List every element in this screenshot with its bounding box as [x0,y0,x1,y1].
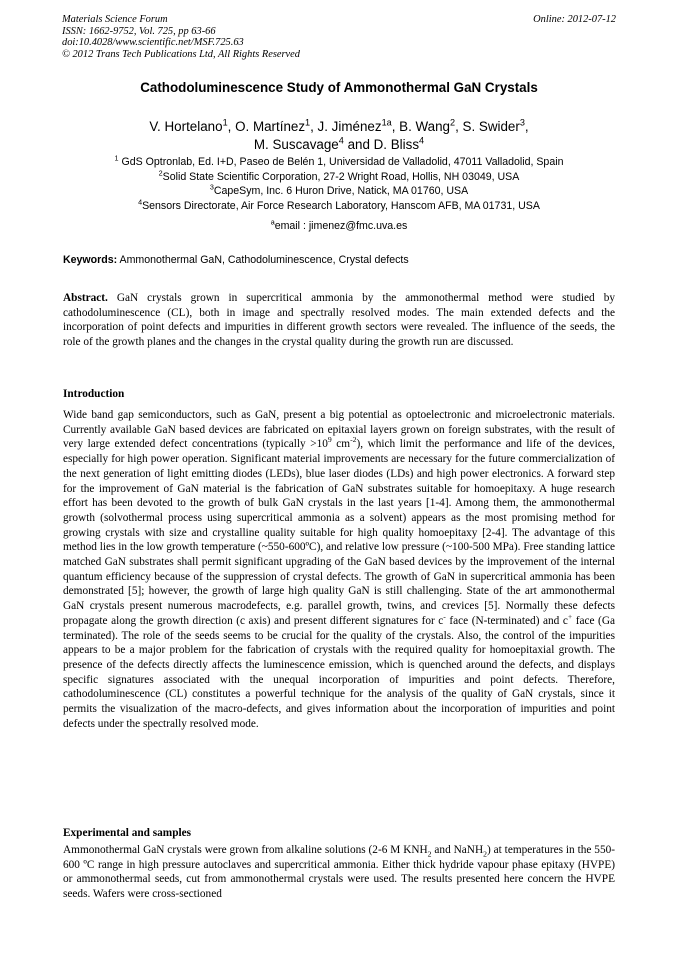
author: and D. Bliss [343,137,420,152]
affiliation: $^4$Sensors Directorate, Air Force Research Laboratory, Hanscom AFB, MA 01731, USA [138,196,540,212]
author: , S. Swider [455,119,520,134]
author-separator: , [524,119,529,134]
author: , B. Wang [391,119,450,134]
author-list [40,118,638,154]
abstract-label: Abstract. [63,292,108,304]
section-heading-experimental: Experimental and samples [63,827,192,839]
author: , J. Jiménez [310,119,382,134]
section-heading-introduction: Introduction [63,388,125,400]
running-header [62,14,616,60]
author-affiliation-mark: 1 [222,117,228,128]
keywords [63,254,615,266]
corresponding-email: $^a$email : jimenez@fmc.uva.es [270,217,408,232]
author-affiliation-mark: 3 [519,117,525,128]
author-affiliation-mark: 4 [419,135,425,146]
copyright: © 2012 Trans Tech Publications Ltd, All Rights Reserved [62,48,300,60]
affiliation: $^2$Solid State Scientific Corporation, 27-2 Wright Road, Hollis, NH 03049, USA [158,167,520,183]
affiliation: $^3$CapeSym, Inc. 6 Huron Drive, Natick, MA 01760, USA [209,182,469,197]
keywords-text: Ammonothermal GaN, Cathodoluminescence, Crystal defects [117,254,409,266]
journal-name: Materials Science Forum [62,14,168,25]
doi: doi:10.4028/www.scientific.net/MSF.725.63 [62,37,244,49]
abstract [63,291,615,350]
introduction-paragraph: Wide band gap semiconductors, such as GaN, present a big potential as optoelectronic and microelectronic materials. Currently available GaN based devices are fabricated on epitaxial layers grown on foreign substrates, with the result of very large extended defect concentrations (typically $>10^9$ $cm^{-2}$), which limit the performance and life of the devices, especially for high power operation. Significant material improvements are necessary for the future commercialization of the next generation of light emitting diodes (LEDs), blue laser diodes (LDs) and high power electronics. A forward step for the improvement of GaN material is the fabrication of GaN substrates suitable for homoepitaxy. A huge research effort has been devoted to the growth of bulk GaN crystals in the last years [1-4]. Among them, the ammonothermal growth (solvothermal process using supercritical ammonia as a solvent) appears as the most promising method for growing crystals with size and crystalline quality suitable for high quality homoepitaxy [2-4]. The advantage of this method lies in the low growth temperature (~550-600ºC), and relative low pressure (~100-500 MPa). Free standing lattice matched GaN substrates shall permit significant upgrading of the GaN based devices by the improvement of the internal quantum efficiency because of the suppression of crystal defects. The growth of GaN in supercritical ammonia has been demonstrated [5]; however, the growth of large high quality GaN is still challenging. State of the art ammonothermal GaN crystals present numerous macrodefects, e.g. parallel growth, twins, and crevices [5]. Normally these defects propagate along the growth direction (c axis) and present different signatures for c- face (N-terminated) and c+ face (Ga terminated). The role of the seeds seems to be crucial for the quality of the crystals. Also, the control of the impurities appears to be a major problem for the fabrication of crystals with the required quality for homoepitaxial growth. The presence of the defects directly affects the luminescence emission, which is quenched around the defects, and displays specific signatures associated with the unequal incorporation of impurities and point defects. Therefore, cathodoluminescence (CL) constitutes a powerful technique for the analysis of the quality of GaN crystals, since it permits the visualization of the macro-defects, and gives information about the incorporation of impurities and point defects under the spectrally resolved mode. [63,409,615,730]
experimental-paragraph: Ammonothermal GaN crystals were grown from alkaline solutions (2-6 M $KNH_2$ and NaNH$_2$) at temperatures in the 550-600 ºC range in high pressure autoclaves and supercritical ammonia. Either thick hydride vapour phase epitaxy (HVPE) or ammonothermal seeds, cut from ammonothermal crystals were used. The results presented here concern the HVPE seeds. Wafers were cross-sectioned [63,844,616,901]
email-link[interactable]: email : jimenez@fmc.uva.es [274,220,408,232]
author: M. Suscavage [253,137,339,152]
affiliation: $^1$ GdS Optronlab, Ed. I+D, Paseo de Belén 1, Universidad de Valladolid, 47011 Valladolid, Spain [114,153,564,168]
paper-title: Cathodoluminescence Study of Ammonothermal GaN Crystals [140,80,538,95]
online-date: Online: 2012-07-12 [533,14,616,25]
author: , O. Martínez [227,119,306,134]
affiliation-list [40,155,638,213]
keywords-label: Keywords: [63,254,118,266]
author: V. Hortelano [149,119,223,134]
author-affiliation-mark: 1 [305,117,311,128]
author-affiliation-mark: 4 [338,135,344,146]
author-affiliation-mark: 1a [381,117,392,128]
abstract-text: GaN crystals grown in supercritical ammonia by the ammonothermal method were studied by cathodoluminescence (CL), both in image and spectrally resolved modes. The main extended defects and the incorporation of point defects and impurities in different growth sectors were revealed. The influence of the seeds, the role of the growth planes and the changes in the crystal quality during the growth run are discussed. [63,292,615,349]
issn: ISSN: 1662-9752, Vol. 725, pp 63-66 [62,25,216,37]
author-affiliation-mark: 2 [450,117,456,128]
